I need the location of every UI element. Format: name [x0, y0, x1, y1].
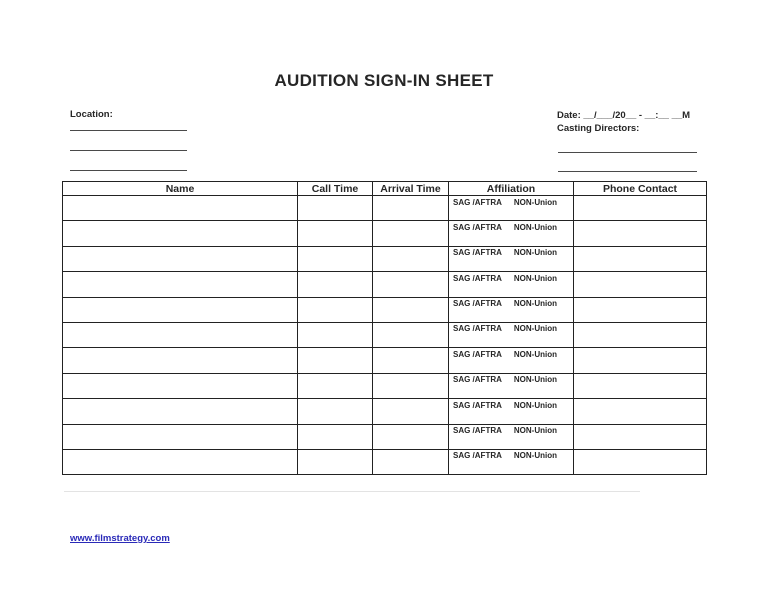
call-time-cell — [298, 399, 373, 424]
column-header-affiliation: Affiliation — [449, 182, 574, 196]
name-cell — [63, 424, 298, 449]
affiliation-nonunion-option: NON-Union — [513, 197, 557, 207]
call-time-cell — [298, 373, 373, 398]
affiliation-sag-option: SAG /AFTRA — [453, 222, 502, 232]
signin-table — [62, 181, 707, 475]
phone-contact-cell — [574, 196, 707, 221]
date-casting-block — [557, 109, 690, 135]
affiliation-cell — [449, 246, 574, 271]
affiliation-cell — [449, 272, 574, 297]
affiliation-sag-option: SAG /AFTRA — [453, 400, 502, 410]
table-row — [63, 424, 707, 449]
arrival-time-cell — [373, 246, 449, 271]
affiliation-nonunion-option: NON-Union — [513, 248, 557, 258]
name-cell — [63, 221, 298, 246]
affiliation-cell — [449, 297, 574, 322]
arrival-time-cell — [373, 221, 449, 246]
affiliation-cell — [449, 196, 574, 221]
affiliation-options — [449, 374, 573, 385]
affiliation-sag-option: SAG /AFTRA — [453, 273, 502, 283]
arrival-time-cell — [373, 322, 449, 347]
name-cell — [63, 297, 298, 322]
affiliation-sag-option: SAG /AFTRA — [453, 349, 502, 359]
page-title: AUDITION SIGN-IN SHEET — [274, 71, 494, 90]
affiliation-nonunion-option: NON-Union — [513, 273, 557, 283]
affiliation-nonunion-option: NON-Union — [513, 375, 557, 385]
location-label: Location: — [70, 109, 113, 120]
column-header-name: Name — [63, 182, 298, 196]
column-header-call-time: Call Time — [298, 182, 373, 196]
table-header-row — [63, 182, 707, 196]
call-time-cell — [298, 348, 373, 373]
affiliation-sag-option: SAG /AFTRA — [453, 451, 502, 461]
arrival-time-cell — [373, 373, 449, 398]
affiliation-options — [449, 399, 573, 410]
affiliation-options — [449, 196, 573, 207]
affiliation-options — [449, 247, 573, 258]
call-time-cell — [298, 272, 373, 297]
table-row — [63, 196, 707, 221]
phone-contact-cell — [574, 449, 707, 474]
affiliation-cell — [449, 373, 574, 398]
phone-contact-cell — [574, 348, 707, 373]
casting-blank-line — [558, 152, 697, 153]
arrival-time-cell — [373, 449, 449, 474]
table-row — [63, 322, 707, 347]
affiliation-cell — [449, 221, 574, 246]
affiliation-options — [449, 323, 573, 334]
signin-table-body — [63, 196, 707, 475]
name-cell — [63, 196, 298, 221]
name-cell — [63, 449, 298, 474]
website-link[interactable]: www.filmstrategy.com — [70, 533, 170, 544]
phone-contact-cell — [574, 322, 707, 347]
call-time-cell — [298, 221, 373, 246]
table-row — [63, 373, 707, 398]
arrival-time-cell — [373, 399, 449, 424]
affiliation-cell — [449, 424, 574, 449]
call-time-cell — [298, 322, 373, 347]
affiliation-nonunion-option: NON-Union — [513, 451, 557, 461]
phone-contact-cell — [574, 399, 707, 424]
name-cell — [63, 246, 298, 271]
affiliation-cell — [449, 449, 574, 474]
table-row — [63, 449, 707, 474]
affiliation-options — [449, 450, 573, 461]
affiliation-sag-option: SAG /AFTRA — [453, 248, 502, 258]
affiliation-nonunion-option: NON-Union — [513, 222, 557, 232]
casting-blank-line — [558, 171, 697, 172]
name-cell — [63, 373, 298, 398]
call-time-cell — [298, 449, 373, 474]
call-time-cell — [298, 246, 373, 271]
affiliation-nonunion-option: NON-Union — [513, 349, 557, 359]
location-blank-line — [70, 150, 187, 151]
affiliation-options — [449, 425, 573, 436]
arrival-time-cell — [373, 424, 449, 449]
affiliation-options — [449, 348, 573, 359]
name-cell — [63, 322, 298, 347]
location-blank-line — [70, 170, 187, 171]
arrival-time-cell — [373, 272, 449, 297]
affiliation-options — [449, 272, 573, 283]
table-row — [63, 348, 707, 373]
name-cell — [63, 348, 298, 373]
arrival-time-cell — [373, 196, 449, 221]
scan-artifact-line — [64, 491, 640, 492]
phone-contact-cell — [574, 246, 707, 271]
call-time-cell — [298, 424, 373, 449]
column-header-phone-contact: Phone Contact — [574, 182, 707, 196]
call-time-cell — [298, 196, 373, 221]
call-time-cell — [298, 297, 373, 322]
affiliation-sag-option: SAG /AFTRA — [453, 375, 502, 385]
arrival-time-cell — [373, 348, 449, 373]
phone-contact-cell — [574, 297, 707, 322]
phone-contact-cell — [574, 221, 707, 246]
affiliation-sag-option: SAG /AFTRA — [453, 197, 502, 207]
table-row — [63, 221, 707, 246]
affiliation-cell — [449, 399, 574, 424]
affiliation-nonunion-option: NON-Union — [513, 324, 557, 334]
affiliation-nonunion-option: NON-Union — [513, 400, 557, 410]
table-row — [63, 246, 707, 271]
affiliation-cell — [449, 348, 574, 373]
phone-contact-cell — [574, 272, 707, 297]
table-row — [63, 399, 707, 424]
phone-contact-cell — [574, 424, 707, 449]
affiliation-cell — [449, 322, 574, 347]
table-row — [63, 272, 707, 297]
arrival-time-cell — [373, 297, 449, 322]
location-blank-line — [70, 130, 187, 131]
affiliation-options — [449, 298, 573, 309]
name-cell — [63, 399, 298, 424]
affiliation-sag-option: SAG /AFTRA — [453, 426, 502, 436]
phone-contact-cell — [574, 373, 707, 398]
name-cell — [63, 272, 298, 297]
affiliation-options — [449, 221, 573, 232]
affiliation-sag-option: SAG /AFTRA — [453, 324, 502, 334]
affiliation-nonunion-option: NON-Union — [513, 299, 557, 309]
table-row — [63, 297, 707, 322]
casting-directors-label: Casting Directors: — [557, 123, 640, 134]
affiliation-sag-option: SAG /AFTRA — [453, 299, 502, 309]
affiliation-nonunion-option: NON-Union — [513, 426, 557, 436]
column-header-arrival-time: Arrival Time — [373, 182, 449, 196]
date-line: Date: __/___/20__ - __:__ __M — [557, 110, 691, 121]
